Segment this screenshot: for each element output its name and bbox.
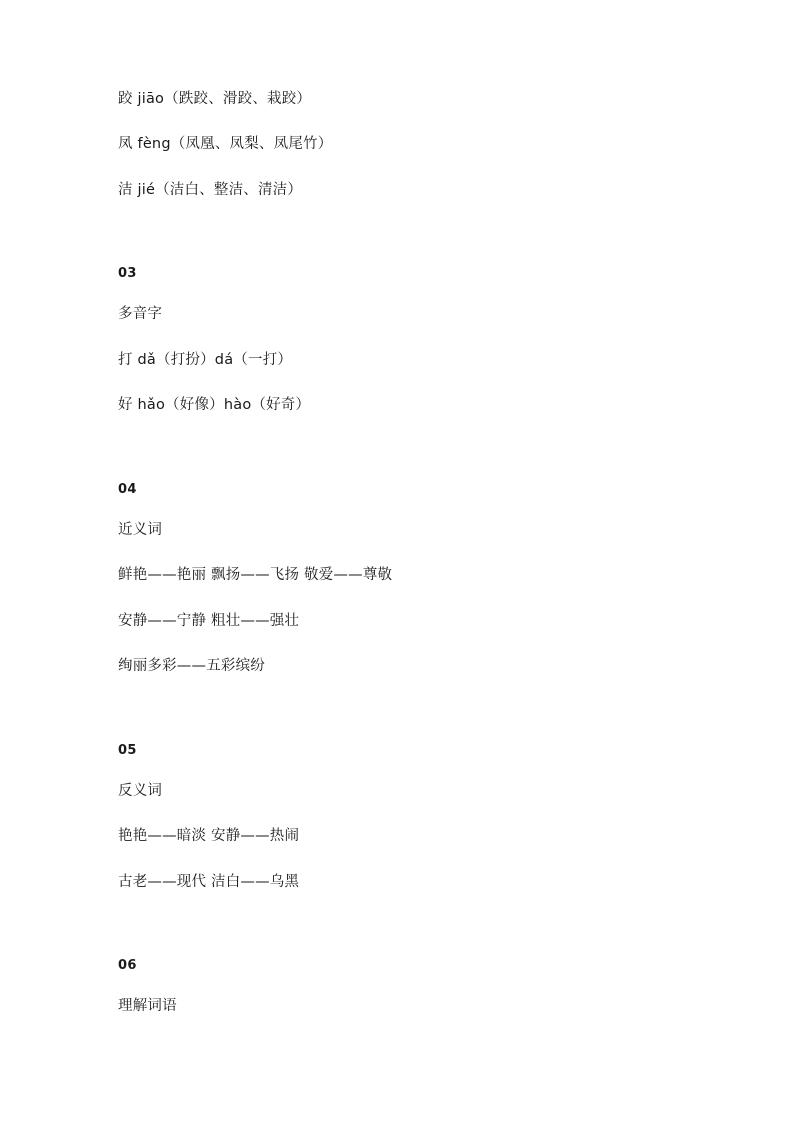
section-spacer <box>118 916 675 958</box>
section-title: 多音字 <box>118 306 163 323</box>
text-block-intro <box>118 88 675 201</box>
section-04 <box>118 482 675 678</box>
text-line: 洁 jié（洁白、整洁、清洁） <box>118 181 303 198</box>
section-spacer <box>118 440 675 482</box>
section-06 <box>118 958 675 1017</box>
text-line: 绚丽多彩——五彩缤纷 <box>118 658 265 675</box>
section-spacer <box>118 224 675 266</box>
text-line: 古老——现代 洁白——乌黑 <box>118 873 300 890</box>
text-line: 鲜艳——艳丽 飘扬——飞扬 敬爱——尊敬 <box>118 567 393 584</box>
section-number: 04 <box>118 481 137 497</box>
section-spacer <box>118 701 675 743</box>
section-number: 06 <box>118 958 137 974</box>
text-line: 凤 fèng（凤凰、凤梨、凤尾竹） <box>118 136 333 153</box>
section-title: 近义词 <box>118 521 163 538</box>
text-line: 安静——宁静 粗壮——强壮 <box>118 612 300 629</box>
text-line: 跤 jiāo（跌跤、滑跤、栽跤） <box>118 91 312 107</box>
section-03 <box>118 266 675 416</box>
section-05 <box>118 743 675 893</box>
section-number: 03 <box>118 266 137 282</box>
text-line: 打 dǎ（打扮）dá（一打） <box>118 351 293 368</box>
section-number: 05 <box>118 742 137 758</box>
text-line: 好 hǎo（好像）hào（好奇） <box>118 397 311 414</box>
text-line: 艳艳——暗淡 安静——热闹 <box>118 828 300 845</box>
section-title: 反义词 <box>118 782 163 799</box>
section-title: 理解词语 <box>118 998 177 1015</box>
